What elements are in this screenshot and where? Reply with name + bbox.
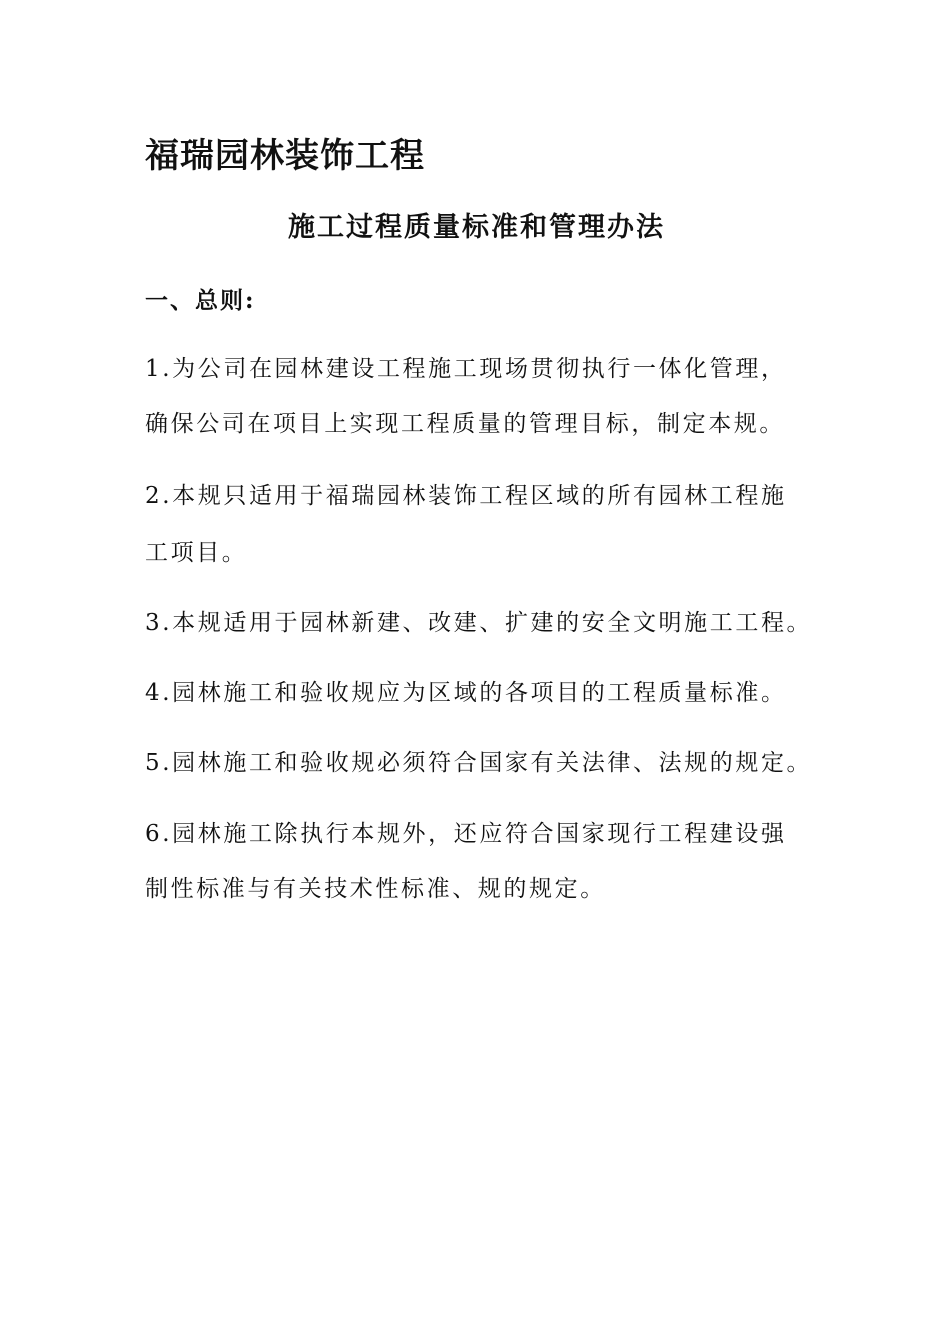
clause-1-line-2: 确保公司在项目上实现工程质量的管理目标，制定本规。 [145,411,785,437]
section-heading: 一、总则: [145,287,256,314]
clause-3-line: 3.本规适用于园林新建、改建、扩建的安全文明施工工程。 [145,610,813,636]
clause-6-line-2: 制性标准与有关技术性标准、规的规定。 [145,876,606,902]
document-subtitle: 施工过程质量标准和管理办法 [288,212,665,243]
company-title: 福瑞园林装饰工程 [145,136,425,176]
clause-2-line-1: 2.本规只适用于福瑞园林装饰工程区域的所有园林工程施 [145,483,787,509]
clause-2-line-2: 工项目。 [145,540,248,566]
clause-4-line: 4.园林施工和验收规应为区域的各项目的工程质量标准。 [145,680,787,706]
clause-6-line-1: 6.园林施工除执行本规外，还应符合国家现行工程建设强 [145,821,787,847]
clause-1-line-1: 1.为公司在园林建设工程施工现场贯彻执行一体化管理， [145,356,787,382]
clause-5-line: 5.园林施工和验收规必须符合国家有关法律、法规的规定。 [145,750,813,776]
